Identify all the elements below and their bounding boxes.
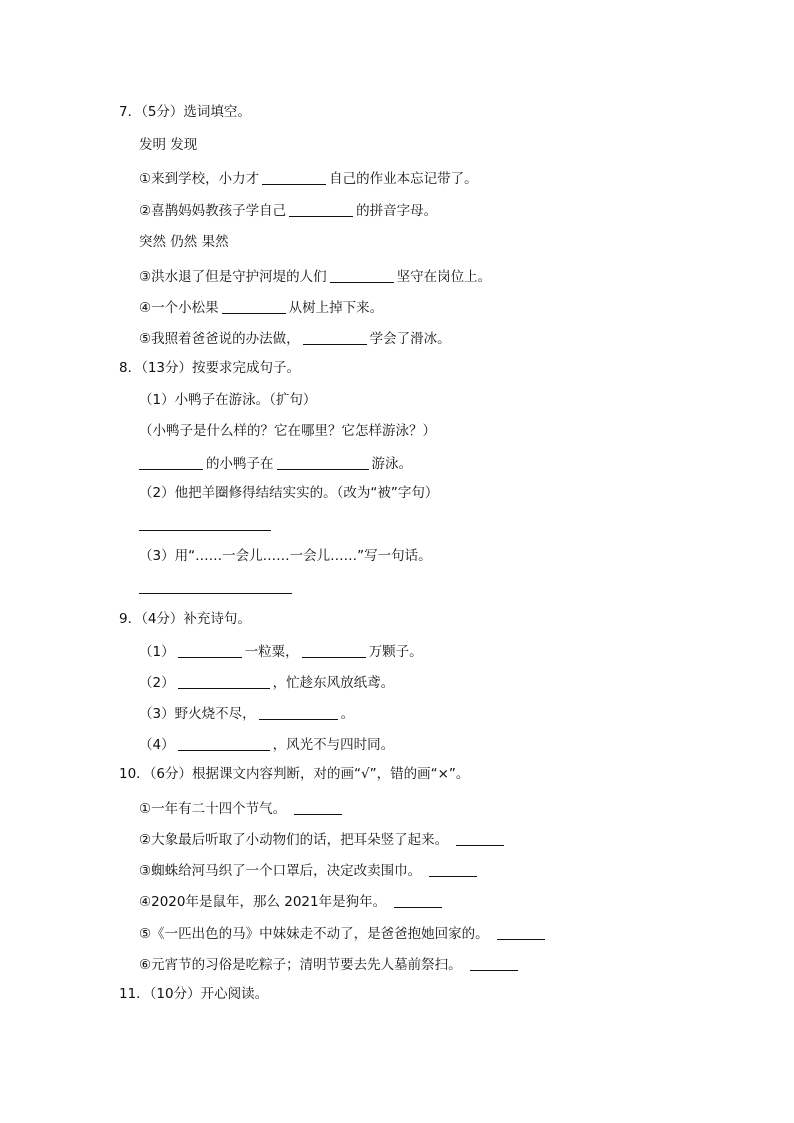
q10-item-2-answer[interactable]	[456, 832, 504, 846]
q7-s5-text-b: 学会了滑冰。	[369, 331, 451, 347]
q9-line-3	[139, 706, 354, 722]
q9-l4-text: ，风光不与四时同。	[272, 737, 395, 753]
q10-item-6	[139, 957, 521, 973]
q10-header: 10．（6分）根据课文内容判断，对的画“√”，错的画“×”。	[119, 766, 470, 782]
q9-l3-text: （3）野火烧不尽，	[139, 706, 256, 722]
q7-s2-text-b: 的拼音字母。	[356, 203, 438, 219]
q10-item-4-text: ④2020年是鼠年，那么 2021年是狗年。	[139, 894, 387, 910]
q7-s3-text-b: 坚守在岗位上。	[396, 269, 492, 285]
q7-word-group-1: 发明 发现	[139, 137, 198, 153]
q7-header: 7．（5分）选词填空。	[119, 104, 251, 120]
q7-s1-text-b: 自己的作业本忘记带了。	[329, 171, 478, 187]
q8-part-2: （2）他把羊圈修得结结实实的。（改为“被”字句）	[139, 485, 439, 501]
q10-item-1	[139, 801, 345, 817]
q9-l1-text-end: 万颗子。	[368, 644, 423, 660]
q9-line-4	[139, 737, 394, 753]
q8-p1-text-a: 的小鸭子在	[206, 456, 274, 472]
q9-line-2	[139, 675, 394, 691]
q9-l1-num: （1）	[139, 644, 175, 660]
q7-sentence-4	[139, 300, 383, 316]
q8-p2-answer-line[interactable]	[139, 530, 271, 531]
q7-word-group-2: 突然 仍然 果然	[139, 234, 229, 250]
q10-item-3-answer[interactable]	[429, 863, 477, 877]
q9-l1-text: 一粒粟，	[244, 644, 299, 660]
q10-item-2	[139, 832, 507, 848]
q7-s2-blank[interactable]	[289, 203, 353, 217]
q7-s5-text-a: ⑤我照着爸爸说的办法做，	[139, 331, 300, 347]
q7-s1-text-a: ①来到学校，小力才	[139, 171, 260, 187]
q9-l2-text: ，忙趁东风放纸鸢。	[272, 675, 395, 691]
q10-item-5-text: ⑤《一匹出色的马》中妹妹走不动了，是爸爸抱她回家的。	[139, 926, 489, 942]
q10-item-5-answer[interactable]	[497, 926, 545, 940]
q7-sentence-3	[139, 269, 491, 285]
q7-s3-blank[interactable]	[330, 269, 394, 283]
q9-header: 9．（4分）补充诗句。	[119, 611, 251, 627]
q7-s1-blank[interactable]	[262, 171, 326, 185]
q8-p1-text-b: 游泳。	[371, 456, 412, 472]
q9-l4-num: （4）	[139, 737, 175, 753]
q9-l3-blank[interactable]	[259, 706, 338, 720]
q8-p3-answer-line[interactable]	[139, 593, 292, 594]
q9-l3-end: 。	[340, 706, 355, 722]
q10-item-5	[139, 926, 548, 942]
q9-l1-blank-1[interactable]	[178, 644, 242, 658]
q10-item-3	[139, 863, 480, 879]
q10-item-3-text: ③蜘蛛给河马织了一个口罩后，决定改卖围巾。	[139, 863, 422, 879]
q7-sentence-5	[139, 331, 451, 347]
q7-s4-text-b: 从树上掉下来。	[288, 300, 384, 316]
q10-item-2-text: ②大象最后听取了小动物们的话，把耳朵竖了起来。	[139, 832, 449, 848]
q9-l2-blank[interactable]	[178, 675, 270, 689]
q10-item-4	[139, 894, 445, 910]
q10-item-1-answer[interactable]	[294, 801, 342, 815]
q11-header: 11．（10分）开心阅读。	[119, 986, 269, 1002]
q10-item-6-text: ⑥元宵节的习俗是吃粽子；清明节要去先人墓前祭扫。	[139, 957, 462, 973]
q8-part-1-hint: （小鸭子是什么样的？它在哪里？它怎样游泳？）	[139, 423, 436, 439]
q9-l1-blank-2[interactable]	[302, 644, 366, 658]
q7-s2-text-a: ②喜鹊妈妈教孩子学自己	[139, 203, 287, 219]
q7-s5-blank[interactable]	[303, 331, 367, 345]
q7-s4-text-a: ④一个小松果	[139, 300, 219, 316]
q8-p1-blank-1[interactable]	[139, 456, 203, 470]
q10-item-4-answer[interactable]	[394, 894, 442, 908]
q8-part-1: （1）小鸭子在游泳。（扩句）	[139, 392, 317, 408]
q9-line-1	[139, 644, 423, 660]
q7-s4-blank[interactable]	[222, 300, 286, 314]
q7-s3-text-a: ③洪水退了但是守护河堤的人们	[139, 269, 327, 285]
q7-sentence-1	[139, 171, 478, 187]
q7-sentence-2	[139, 203, 437, 219]
q8-part-3: （3）用“……一会儿……一会儿……”写一句话。	[139, 548, 432, 564]
q10-item-1-text: ①一年有二十四个节气。	[139, 801, 287, 817]
q8-header: 8．（13分）按要求完成句子。	[119, 360, 301, 376]
q8-part-1-fill	[139, 456, 412, 472]
q9-l4-blank[interactable]	[178, 737, 270, 751]
q8-p1-blank-2[interactable]	[277, 456, 369, 470]
q9-l2-num: （2）	[139, 675, 175, 691]
q10-item-6-answer[interactable]	[470, 957, 518, 971]
